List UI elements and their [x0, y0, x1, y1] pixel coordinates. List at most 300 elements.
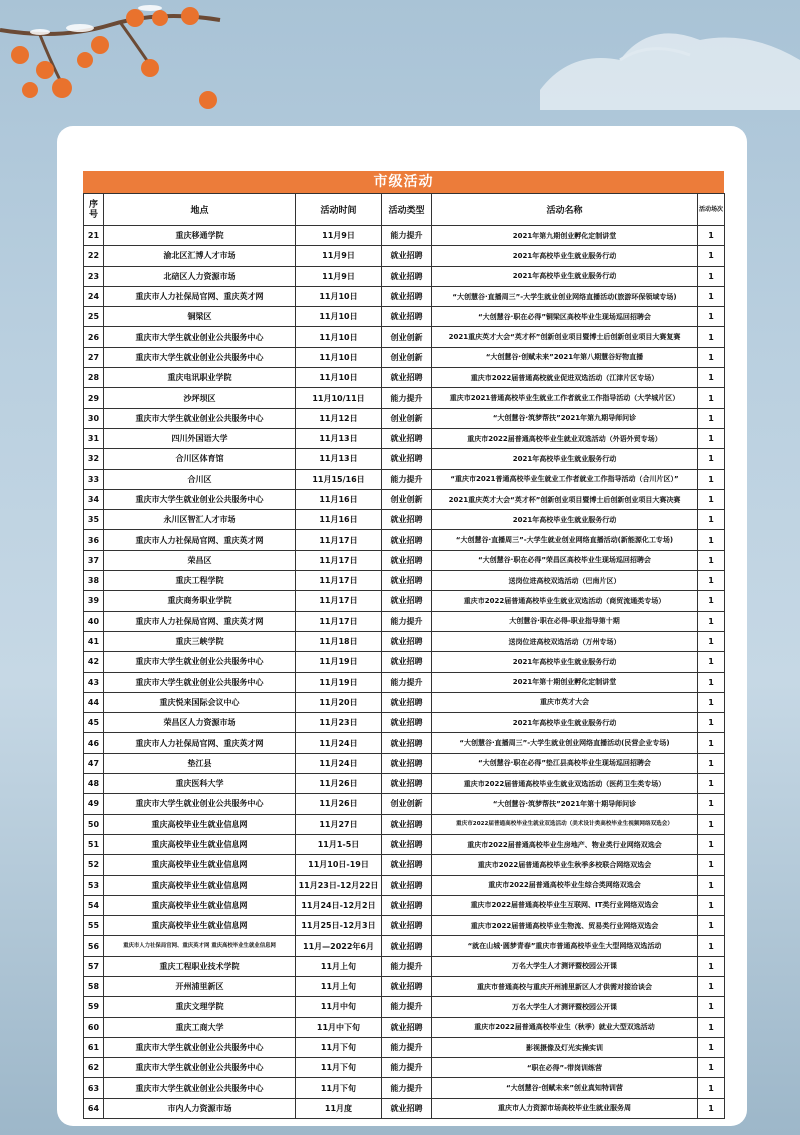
row-time: 11月上旬	[296, 976, 382, 996]
row-location: 垫江县	[104, 753, 296, 773]
table-row	[84, 753, 725, 773]
row-activity-name: “大创慧谷·创赋未来”创业真知特训营	[432, 1078, 698, 1098]
row-number: 23	[84, 266, 104, 286]
row-time: 11月9日	[296, 226, 382, 246]
row-location: 四川外国语大学	[104, 428, 296, 448]
table-row	[84, 794, 725, 814]
row-location: 重庆市人力社保局官网、重庆英才网	[104, 286, 296, 306]
row-count: 1	[698, 550, 725, 570]
row-number: 39	[84, 591, 104, 611]
row-number: 27	[84, 347, 104, 367]
row-number: 29	[84, 388, 104, 408]
cloud-decoration	[500, 0, 800, 110]
row-type: 就业招聘	[382, 895, 432, 915]
row-location: 重庆悦来国际会议中心	[104, 692, 296, 712]
row-number: 51	[84, 834, 104, 854]
banner-title: 市级活动	[83, 171, 724, 193]
row-count: 1	[698, 1098, 725, 1118]
row-count: 1	[698, 794, 725, 814]
row-number: 22	[84, 246, 104, 266]
table-row	[84, 286, 725, 306]
row-activity-name: “大创慧谷·直播周三”-大学生就业创业网络直播活动(旅游环保领域专场)	[432, 286, 698, 306]
row-number: 31	[84, 428, 104, 448]
row-activity-name: 重庆市2022届普通高校毕业生就业双选活动（外语外贸专场）	[432, 428, 698, 448]
row-location: 合川区体育馆	[104, 449, 296, 469]
row-number: 50	[84, 814, 104, 834]
table-row	[84, 571, 725, 591]
row-activity-name: 影视摄像及灯光实操实训	[432, 1037, 698, 1057]
row-time: 11月26日	[296, 794, 382, 814]
row-number: 47	[84, 753, 104, 773]
row-type: 能力提升	[382, 956, 432, 976]
row-count: 1	[698, 327, 725, 347]
row-number: 57	[84, 956, 104, 976]
row-count: 1	[698, 611, 725, 631]
row-time: 11月10日	[296, 327, 382, 347]
row-time: 11月10日	[296, 307, 382, 327]
row-activity-name: 2021重庆英才大会“英才杯”创新创业项目暨博士后创新创业项目大赛决赛	[432, 489, 698, 509]
row-location: 重庆医科大学	[104, 774, 296, 794]
row-location: 重庆市大学生就业创业公共服务中心	[104, 672, 296, 692]
row-time: 11月1-5日	[296, 834, 382, 854]
row-count: 1	[698, 692, 725, 712]
row-time: 11月27日	[296, 814, 382, 834]
row-time: 11月13日	[296, 428, 382, 448]
table-row	[84, 672, 725, 692]
row-number: 32	[84, 449, 104, 469]
row-type: 就业招聘	[382, 631, 432, 651]
row-type: 能力提升	[382, 1078, 432, 1098]
row-type: 就业招聘	[382, 246, 432, 266]
row-count: 1	[698, 875, 725, 895]
row-activity-name: 重庆市2022届普通高校毕业生就业双选活动（商贸流通类专场）	[432, 591, 698, 611]
row-location: 重庆文理学院	[104, 997, 296, 1017]
row-count: 1	[698, 266, 725, 286]
row-count: 1	[698, 347, 725, 367]
row-type: 就业招聘	[382, 652, 432, 672]
row-location: 重庆高校毕业生就业信息网	[104, 834, 296, 854]
row-time: 11月16日	[296, 510, 382, 530]
row-count: 1	[698, 753, 725, 773]
row-number: 54	[84, 895, 104, 915]
persimmon-branch-decoration	[0, 0, 260, 120]
row-time: 11月16日	[296, 489, 382, 509]
row-time: 11月10日	[296, 347, 382, 367]
row-location: 重庆市大学生就业创业公共服务中心	[104, 408, 296, 428]
row-activity-name: 重庆市2022届普通高校毕业生（秋季）就业大型双选活动	[432, 1017, 698, 1037]
row-location: 重庆移通学院	[104, 226, 296, 246]
row-activity-name: 重庆市2022届普通高校毕业生就业双选活动（医药卫生类专场）	[432, 774, 698, 794]
row-type: 就业招聘	[382, 428, 432, 448]
row-count: 1	[698, 1078, 725, 1098]
row-time: 11月上旬	[296, 956, 382, 976]
row-count: 1	[698, 713, 725, 733]
row-time: 11月10日-19日	[296, 855, 382, 875]
table-row	[84, 246, 725, 266]
row-time: 11月26日	[296, 774, 382, 794]
row-number: 21	[84, 226, 104, 246]
row-number: 52	[84, 855, 104, 875]
row-activity-name: 重庆市2022届普通高校毕业生秋季多校联合网络双选会	[432, 855, 698, 875]
row-number: 37	[84, 550, 104, 570]
row-activity-name: 重庆市2022届普通高校毕业生物流、贸易类行业网络双选会	[432, 916, 698, 936]
row-count: 1	[698, 469, 725, 489]
row-type: 就业招聘	[382, 307, 432, 327]
row-type: 就业招聘	[382, 510, 432, 530]
table-row	[84, 652, 725, 672]
row-location: 重庆工程职业技术学院	[104, 956, 296, 976]
row-type: 就业招聘	[382, 814, 432, 834]
row-number: 33	[84, 469, 104, 489]
table-row	[84, 428, 725, 448]
row-time: 11月10/11日	[296, 388, 382, 408]
table-row	[84, 368, 725, 388]
row-activity-name: 送岗位进高校双选活动（万州专场）	[432, 631, 698, 651]
row-type: 能力提升	[382, 611, 432, 631]
row-number: 25	[84, 307, 104, 327]
row-number: 41	[84, 631, 104, 651]
row-location: 重庆市大学生就业创业公共服务中心	[104, 1078, 296, 1098]
row-time: 11月23日	[296, 713, 382, 733]
table-row	[84, 408, 725, 428]
row-activity-name: “大创慧谷·职在必得”铜梁区高校毕业生现场巡回招聘会	[432, 307, 698, 327]
row-number: 43	[84, 672, 104, 692]
row-activity-name: “大创慧谷·筑梦帮扶”2021年第九期导师问诊	[432, 408, 698, 428]
row-count: 1	[698, 672, 725, 692]
row-location: 重庆市人力社保局官网、重庆英才网	[104, 611, 296, 631]
row-location: 重庆三峡学院	[104, 631, 296, 651]
row-location: 荣昌区	[104, 550, 296, 570]
row-activity-name: 2021年第九期创业孵化定制讲堂	[432, 226, 698, 246]
row-time: 11月19日	[296, 652, 382, 672]
row-activity-name: “重庆市2021普通高校毕业生就业工作者就业工作指导活动（合川片区）”	[432, 469, 698, 489]
table-row	[84, 774, 725, 794]
row-number: 30	[84, 408, 104, 428]
row-count: 1	[698, 510, 725, 530]
row-count: 1	[698, 449, 725, 469]
row-location: 重庆商务职业学院	[104, 591, 296, 611]
row-count: 1	[698, 631, 725, 651]
row-activity-name: 重庆市2022届普通高校毕业生综合类网络双选会	[432, 875, 698, 895]
row-count: 1	[698, 1017, 725, 1037]
table-row	[84, 692, 725, 712]
row-location: 重庆市大学生就业创业公共服务中心	[104, 489, 296, 509]
row-location: 重庆高校毕业生就业信息网	[104, 875, 296, 895]
row-location: 重庆市人力社保局官网、重庆英才网	[104, 733, 296, 753]
row-number: 59	[84, 997, 104, 1017]
row-activity-name: “大创慧谷·职在必得”荣昌区高校毕业生现场巡回招聘会	[432, 550, 698, 570]
row-count: 1	[698, 774, 725, 794]
row-count: 1	[698, 286, 725, 306]
row-activity-name: 重庆市2022届普通高校毕业生房地产、物业类行业网络双选会	[432, 834, 698, 854]
row-activity-name: 万名大学生人才测评暨校园公开课	[432, 997, 698, 1017]
row-activity-name: 2021年高校毕业生就业服务行动	[432, 713, 698, 733]
row-number: 60	[84, 1017, 104, 1037]
row-number: 44	[84, 692, 104, 712]
table-row	[84, 916, 725, 936]
row-count: 1	[698, 956, 725, 976]
table-row	[84, 388, 725, 408]
row-count: 1	[698, 652, 725, 672]
row-type: 能力提升	[382, 997, 432, 1017]
header-time: 活动时间	[296, 194, 382, 226]
row-location: 重庆市大学生就业创业公共服务中心	[104, 1058, 296, 1078]
header-location: 地点	[104, 194, 296, 226]
row-type: 能力提升	[382, 1058, 432, 1078]
row-activity-name: “大创慧谷·职在必得”垫江县高校毕业生现场巡回招聘会	[432, 753, 698, 773]
row-number: 58	[84, 976, 104, 996]
row-time: 11月中下旬	[296, 1017, 382, 1037]
table-row	[84, 489, 725, 509]
row-number: 61	[84, 1037, 104, 1057]
row-time: 11月17日	[296, 591, 382, 611]
row-count: 1	[698, 814, 725, 834]
table-row	[84, 1098, 725, 1118]
row-location: 渝北区汇博人才市场	[104, 246, 296, 266]
row-type: 就业招聘	[382, 530, 432, 550]
table-header-row	[84, 194, 725, 226]
row-time: 11月10日	[296, 286, 382, 306]
table-row	[84, 449, 725, 469]
table-row	[84, 631, 725, 651]
row-activity-name: 重庆市2022届普通高校毕业生就业双选活动（美术设计类高校毕业生视频网络双选会）	[432, 814, 698, 834]
header-type: 活动类型	[382, 194, 432, 226]
row-time: 11月13日	[296, 449, 382, 469]
row-type: 就业招聘	[382, 550, 432, 570]
row-time: 11月9日	[296, 266, 382, 286]
row-type: 就业招聘	[382, 713, 432, 733]
row-activity-name: “就在山城·圆梦青春”重庆市普通高校毕业生大型网络双选活动	[432, 936, 698, 956]
row-activity-name: 2021年高校毕业生就业服务行动	[432, 510, 698, 530]
table-row	[84, 1017, 725, 1037]
table-row	[84, 469, 725, 489]
table-row	[84, 976, 725, 996]
table-row	[84, 266, 725, 286]
row-type: 就业招聘	[382, 916, 432, 936]
row-number: 53	[84, 875, 104, 895]
row-activity-name: “大创慧谷·直播周三”-大学生就业创业网络直播活动(新能源化工专场)	[432, 530, 698, 550]
row-type: 就业招聘	[382, 286, 432, 306]
row-count: 1	[698, 916, 725, 936]
row-type: 能力提升	[382, 672, 432, 692]
row-number: 26	[84, 327, 104, 347]
row-location: 重庆工商大学	[104, 1017, 296, 1037]
row-location: 重庆市人力社保局官网、重庆英才网 重庆高校毕业生就业信息网	[104, 936, 296, 956]
row-location: 开州浦里新区	[104, 976, 296, 996]
row-number: 48	[84, 774, 104, 794]
row-location: 重庆高校毕业生就业信息网	[104, 916, 296, 936]
table-row	[84, 307, 725, 327]
row-number: 63	[84, 1078, 104, 1098]
row-location: 沙坪坝区	[104, 388, 296, 408]
row-type: 就业招聘	[382, 855, 432, 875]
row-time: 11月下旬	[296, 1058, 382, 1078]
table-row	[84, 226, 725, 246]
table-row	[84, 550, 725, 570]
row-number: 28	[84, 368, 104, 388]
row-number: 49	[84, 794, 104, 814]
row-time: 11月24日-12月2日	[296, 895, 382, 915]
row-type: 就业招聘	[382, 976, 432, 996]
row-time: 11月24日	[296, 733, 382, 753]
row-type: 就业招聘	[382, 1017, 432, 1037]
row-type: 能力提升	[382, 469, 432, 489]
row-location: 重庆市大学生就业创业公共服务中心	[104, 347, 296, 367]
table-row	[84, 510, 725, 530]
row-activity-name: 重庆市2021普通高校毕业生就业工作者就业工作指导活动（大学城片区）	[432, 388, 698, 408]
row-type: 就业招聘	[382, 692, 432, 712]
row-count: 1	[698, 733, 725, 753]
row-type: 就业招聘	[382, 936, 432, 956]
row-type: 就业招聘	[382, 368, 432, 388]
row-count: 1	[698, 1037, 725, 1057]
row-count: 1	[698, 571, 725, 591]
row-time: 11月—2022年6月	[296, 936, 382, 956]
row-location: 重庆市大学生就业创业公共服务中心	[104, 1037, 296, 1057]
row-number: 64	[84, 1098, 104, 1118]
row-count: 1	[698, 307, 725, 327]
row-type: 创业创新	[382, 327, 432, 347]
header-name: 活动名称	[432, 194, 698, 226]
row-activity-name: 大创慧谷·职在必得-职业指导第十期	[432, 611, 698, 631]
row-location: 重庆市大学生就业创业公共服务中心	[104, 794, 296, 814]
row-count: 1	[698, 855, 725, 875]
row-activity-name: 重庆市2022届普通高校毕业生互联网、IT类行业网络双选会	[432, 895, 698, 915]
row-time: 11月18日	[296, 631, 382, 651]
row-location: 荣昌区人力资源市场	[104, 713, 296, 733]
table-row	[84, 1037, 725, 1057]
row-time: 11月中旬	[296, 997, 382, 1017]
row-activity-name: 重庆市普通高校与重庆开州浦里新区人才供需对接洽谈会	[432, 976, 698, 996]
row-time: 11月19日	[296, 672, 382, 692]
row-number: 56	[84, 936, 104, 956]
row-time: 11月15/16日	[296, 469, 382, 489]
row-count: 1	[698, 895, 725, 915]
row-type: 创业创新	[382, 347, 432, 367]
row-number: 35	[84, 510, 104, 530]
row-count: 1	[698, 936, 725, 956]
row-location: 重庆高校毕业生就业信息网	[104, 855, 296, 875]
row-time: 11月10日	[296, 368, 382, 388]
row-type: 就业招聘	[382, 774, 432, 794]
row-count: 1	[698, 246, 725, 266]
row-time: 11月12日	[296, 408, 382, 428]
row-count: 1	[698, 530, 725, 550]
row-type: 就业招聘	[382, 834, 432, 854]
row-type: 能力提升	[382, 388, 432, 408]
row-count: 1	[698, 834, 725, 854]
table-row	[84, 834, 725, 854]
row-number: 36	[84, 530, 104, 550]
table-row	[84, 956, 725, 976]
row-activity-name: 2021年高校毕业生就业服务行动	[432, 266, 698, 286]
row-time: 11月23日-12月22日	[296, 875, 382, 895]
table-row	[84, 997, 725, 1017]
row-number: 38	[84, 571, 104, 591]
row-count: 1	[698, 976, 725, 996]
row-time: 11月17日	[296, 550, 382, 570]
row-type: 就业招聘	[382, 875, 432, 895]
row-time: 11月20日	[296, 692, 382, 712]
row-type: 就业招聘	[382, 266, 432, 286]
row-number: 24	[84, 286, 104, 306]
row-location: 重庆电讯职业学院	[104, 368, 296, 388]
row-type: 就业招聘	[382, 753, 432, 773]
header-count: 活动场次	[698, 194, 725, 226]
row-time: 11月17日	[296, 571, 382, 591]
row-activity-name: 重庆市人力资源市场高校毕业生就业服务周	[432, 1098, 698, 1118]
row-location: 重庆工程学院	[104, 571, 296, 591]
table-row	[84, 814, 725, 834]
row-activity-name: 2021重庆英才大会“英才杯”创新创业项目暨博士后创新创业项目大赛复赛	[432, 327, 698, 347]
row-location: 永川区智汇人才市场	[104, 510, 296, 530]
row-activity-name: 2021年高校毕业生就业服务行动	[432, 449, 698, 469]
row-type: 能力提升	[382, 226, 432, 246]
row-type: 就业招聘	[382, 449, 432, 469]
row-activity-name: “大创慧谷·直播周三”-大学生就业创业网络直播活动(民营企业专场)	[432, 733, 698, 753]
table-row	[84, 895, 725, 915]
row-location: 重庆市大学生就业创业公共服务中心	[104, 327, 296, 347]
table-row	[84, 855, 725, 875]
row-count: 1	[698, 368, 725, 388]
row-number: 34	[84, 489, 104, 509]
row-time: 11月17日	[296, 611, 382, 631]
row-count: 1	[698, 226, 725, 246]
row-activity-name: 2021年高校毕业生就业服务行动	[432, 652, 698, 672]
table-row	[84, 327, 725, 347]
row-location: 北碚区人力资源市场	[104, 266, 296, 286]
row-count: 1	[698, 1058, 725, 1078]
table-row	[84, 1058, 725, 1078]
row-location: 重庆市大学生就业创业公共服务中心	[104, 652, 296, 672]
row-type: 创业创新	[382, 489, 432, 509]
row-time: 11月24日	[296, 753, 382, 773]
row-activity-name: 重庆市2022届普通高校就业促进双选活动（江津片区专场）	[432, 368, 698, 388]
row-time: 11月17日	[296, 530, 382, 550]
row-location: 市内人力资源市场	[104, 1098, 296, 1118]
table-row	[84, 713, 725, 733]
table-row	[84, 530, 725, 550]
row-time: 11月25日-12月3日	[296, 916, 382, 936]
activity-sheet	[83, 171, 724, 1119]
row-number: 62	[84, 1058, 104, 1078]
row-count: 1	[698, 408, 725, 428]
table-row	[84, 875, 725, 895]
row-type: 就业招聘	[382, 571, 432, 591]
row-location: 重庆高校毕业生就业信息网	[104, 895, 296, 915]
row-location: 合川区	[104, 469, 296, 489]
row-activity-name: 万名大学生人才测评暨校园公开课	[432, 956, 698, 976]
row-type: 就业招聘	[382, 591, 432, 611]
table-row	[84, 611, 725, 631]
row-count: 1	[698, 997, 725, 1017]
row-activity-name: 送岗位进高校双选活动（巴南片区）	[432, 571, 698, 591]
row-type: 能力提升	[382, 1037, 432, 1057]
row-count: 1	[698, 388, 725, 408]
activity-table	[83, 193, 725, 1119]
table-row	[84, 1078, 725, 1098]
row-location: 重庆高校毕业生就业信息网	[104, 814, 296, 834]
row-number: 40	[84, 611, 104, 631]
table-row	[84, 591, 725, 611]
table-row	[84, 733, 725, 753]
row-time: 11月9日	[296, 246, 382, 266]
row-number: 42	[84, 652, 104, 672]
row-count: 1	[698, 489, 725, 509]
row-activity-name: “职在必得”-带岗训练营	[432, 1058, 698, 1078]
row-activity-name: 重庆市英才大会	[432, 692, 698, 712]
row-type: 就业招聘	[382, 1098, 432, 1118]
